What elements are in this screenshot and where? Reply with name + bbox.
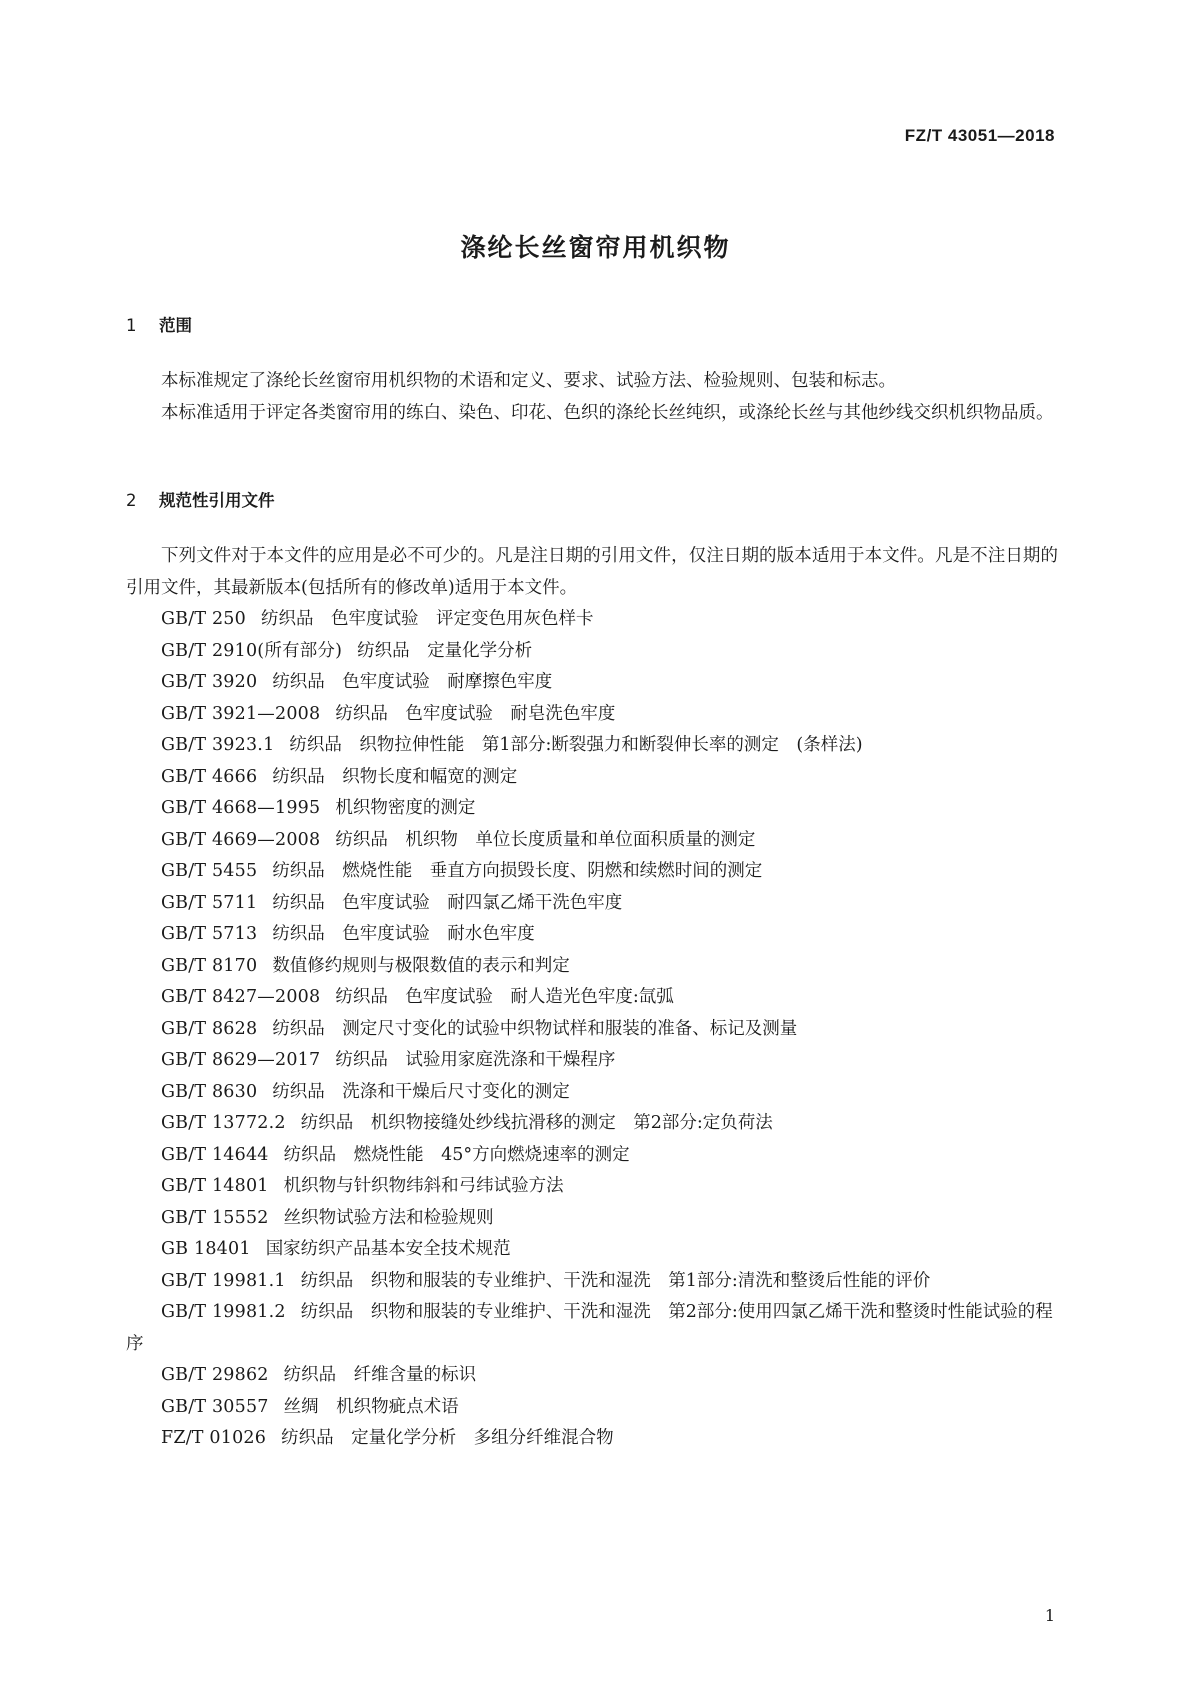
reference-title: 纺织品 机织物接缝处纱线抗滑移的测定 第2部分:定负荷法 xyxy=(300,1113,773,1133)
standard-code: FZ/T 43051—2018 xyxy=(904,126,1055,145)
section-2-body xyxy=(126,541,1058,1455)
reference-code: GB 18401 xyxy=(161,1239,251,1259)
paragraph: 本标准规定了涤纶长丝窗帘用机织物的术语和定义、要求、试验方法、检验规则、包装和标志。 xyxy=(161,371,896,391)
reference-item xyxy=(126,856,1058,888)
reference-code: GB/T 8629—2017 xyxy=(161,1050,321,1070)
section-number: 2 xyxy=(126,491,137,510)
reference-item xyxy=(126,1360,1058,1392)
reference-code: GB/T 3921—2008 xyxy=(161,703,321,724)
section-1-body xyxy=(126,366,1058,429)
reference-item xyxy=(126,825,1058,857)
reference-title: 纺织品 试验用家庭洗涤和干燥程序 xyxy=(335,1050,616,1070)
reference-item xyxy=(126,1140,1058,1172)
reference-code: GB/T 3923.1 xyxy=(161,735,275,755)
reference-title: 纺织品 织物和服装的专业维护、干洗和湿洗 第2部分:使用四氯乙烯干洗和整烫时性能试验的程序 xyxy=(126,1302,1053,1354)
reference-code: GB/T 2910(所有部分) xyxy=(161,640,343,661)
reference-item xyxy=(126,604,1058,636)
reference-code: GB/T 5455 xyxy=(161,861,258,881)
reference-item xyxy=(126,730,1058,762)
reference-item xyxy=(126,762,1058,794)
section-title: 规范性引用文件 xyxy=(159,491,275,510)
reference-item xyxy=(126,699,1058,731)
reference-title: 丝织物试验方法和检验规则 xyxy=(283,1207,494,1228)
reference-item xyxy=(126,1423,1058,1455)
reference-item xyxy=(126,1045,1058,1077)
reference-item xyxy=(126,793,1058,825)
reference-title: 国家纺织产品基本安全技术规范 xyxy=(265,1239,511,1259)
reference-code: GB/T 8170 xyxy=(161,955,258,976)
reference-title: 纺织品 色牢度试验 耐四氯乙烯干洗色牢度 xyxy=(272,892,623,913)
reference-title: 纺织品 色牢度试验 耐水色牢度 xyxy=(272,924,535,944)
reference-title: 纺织品 洗涤和干燥后尺寸变化的测定 xyxy=(272,1081,570,1102)
reference-code: GB/T 5713 xyxy=(161,924,258,944)
reference-title: 纺织品 定量化学分析 多组分纤维混合物 xyxy=(281,1428,614,1448)
reference-code: GB/T 14644 xyxy=(161,1144,269,1165)
reference-item xyxy=(126,1077,1058,1109)
reference-item xyxy=(126,667,1058,699)
reference-code: GB/T 19981.2 xyxy=(161,1302,286,1322)
reference-title: 数值修约规则与极限数值的表示和判定 xyxy=(272,955,570,976)
reference-item xyxy=(126,1234,1058,1266)
reference-item xyxy=(126,951,1058,983)
reference-title: 纺织品 色牢度试验 耐皂洗色牢度 xyxy=(335,703,616,724)
reference-code: GB/T 4668—1995 xyxy=(161,798,321,818)
reference-code: GB/T 19981.1 xyxy=(161,1270,286,1291)
document-title: 涤纶长丝窗帘用机织物 xyxy=(460,233,731,262)
reference-code: FZ/T 01026 xyxy=(161,1428,267,1448)
reference-item xyxy=(126,1266,1058,1298)
reference-title: 纺织品 燃烧性能 垂直方向损毁长度、阴燃和续燃时间的测定 xyxy=(272,861,763,881)
section-2-heading xyxy=(126,487,275,511)
section-1-heading xyxy=(126,312,192,336)
reference-code: GB/T 13772.2 xyxy=(161,1113,286,1133)
section-title: 范围 xyxy=(159,316,192,335)
reference-code: GB/T 30557 xyxy=(161,1396,269,1417)
paragraph: 下列文件对于本文件的应用是必不可少的。凡是注日期的引用文件，仅注日期的版本适用于本文件。凡是不注日期的引用文件，其最新版本(包括所有的修改单)适用于本文件。 xyxy=(126,546,1058,598)
paragraph: 本标准适用于评定各类窗帘用的练白、染色、印花、色织的涤纶长丝纯织，或涤纶长丝与其他纱线交织机织物品质。 xyxy=(161,402,1054,423)
reference-code: GB/T 14801 xyxy=(161,1176,269,1196)
reference-title: 纺织品 色牢度试验 耐人造光色牢度:氙弧 xyxy=(335,987,674,1007)
reference-code: GB/T 8628 xyxy=(161,1018,258,1039)
reference-item xyxy=(126,1108,1058,1140)
reference-title: 纺织品 织物拉伸性能 第1部分:断裂强力和断裂伸长率的测定 (条样法) xyxy=(289,735,863,755)
reference-title: 纺织品 色牢度试验 评定变色用灰色样卡 xyxy=(260,609,594,629)
reference-title: 纺织品 纤维含量的标识 xyxy=(283,1365,477,1385)
reference-code: GB/T 29862 xyxy=(161,1365,269,1385)
reference-item xyxy=(126,1014,1058,1046)
reference-item xyxy=(126,982,1058,1014)
reference-title: 机织物与针织物纬斜和弓纬试验方法 xyxy=(283,1176,564,1196)
reference-item xyxy=(126,1171,1058,1203)
reference-title: 纺织品 测定尺寸变化的试验中织物试样和服装的准备、标记及测量 xyxy=(272,1018,798,1039)
reference-title: 丝绸 机织物疵点术语 xyxy=(283,1396,459,1417)
reference-item xyxy=(126,919,1058,951)
reference-list xyxy=(126,604,1058,1455)
reference-title: 纺织品 机织物 单位长度质量和单位面积质量的测定 xyxy=(335,829,756,850)
reference-title: 纺织品 织物和服装的专业维护、干洗和湿洗 第1部分:清洗和整烫后性能的评价 xyxy=(300,1270,931,1291)
reference-item xyxy=(126,888,1058,920)
reference-code: GB/T 4669—2008 xyxy=(161,829,321,850)
reference-title: 纺织品 织物长度和幅宽的测定 xyxy=(272,766,518,787)
reference-item xyxy=(126,636,1058,668)
reference-code: GB/T 15552 xyxy=(161,1207,269,1228)
page-number: 1 xyxy=(1044,1606,1055,1625)
reference-item xyxy=(126,1297,1058,1360)
reference-code: GB/T 250 xyxy=(161,609,246,629)
reference-title: 纺织品 定量化学分析 xyxy=(357,640,533,661)
reference-title: 纺织品 燃烧性能 45°方向燃烧速率的测定 xyxy=(283,1144,630,1165)
reference-code: GB/T 8630 xyxy=(161,1081,258,1102)
reference-item xyxy=(126,1203,1058,1235)
reference-title: 纺织品 色牢度试验 耐摩擦色牢度 xyxy=(272,672,553,692)
reference-item xyxy=(126,1392,1058,1424)
section-number: 1 xyxy=(126,316,137,335)
reference-title: 机织物密度的测定 xyxy=(335,798,476,818)
reference-code: GB/T 8427—2008 xyxy=(161,987,321,1007)
reference-code: GB/T 4666 xyxy=(161,766,258,787)
reference-code: GB/T 3920 xyxy=(161,672,258,692)
reference-code: GB/T 5711 xyxy=(161,892,258,913)
